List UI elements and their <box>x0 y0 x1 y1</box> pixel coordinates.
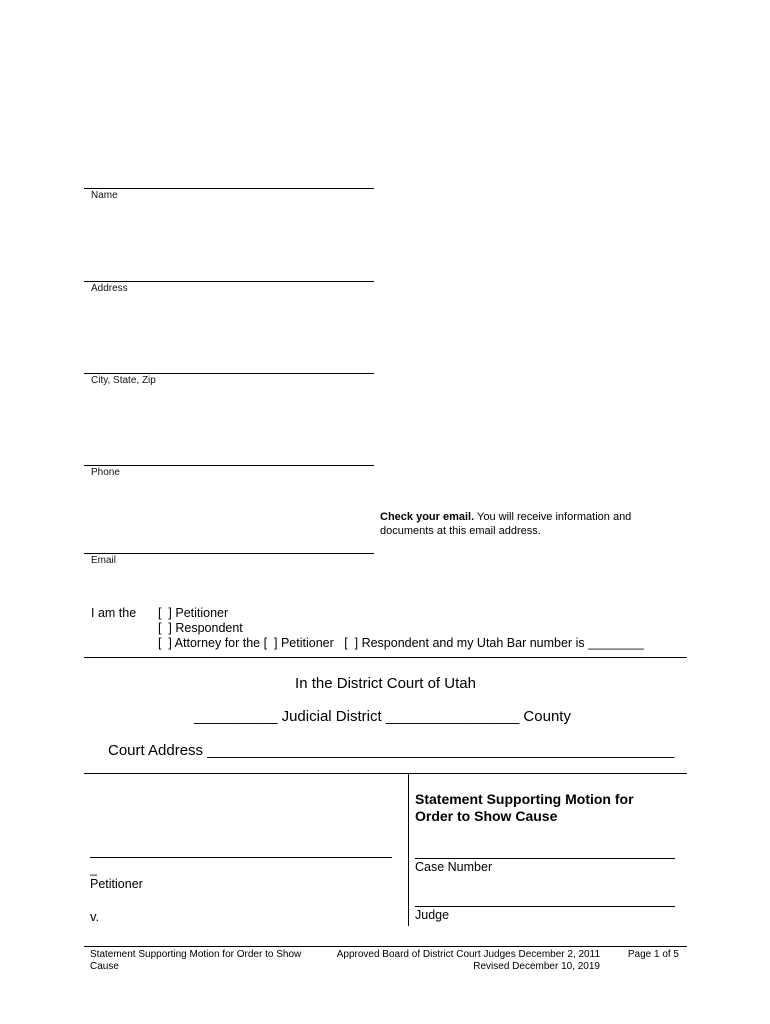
judge-label: Judge <box>415 908 450 922</box>
email-notice-text: You will receive information and documents at this email address. <box>380 511 632 537</box>
footer-form-title: Statement Supporting Motion for Order to Show Cause <box>90 949 302 972</box>
role-option-respondent[interactable]: [ ] Respondent <box>158 621 243 635</box>
address-label: Address <box>91 283 128 294</box>
email-notice <box>380 510 660 538</box>
caption-vertical-divider <box>408 773 409 926</box>
document-title: Statement Supporting Motion for Order to Show Cause <box>415 791 634 824</box>
district-county-line[interactable]: __________ Judicial District ________________ County <box>194 708 571 725</box>
name-line[interactable] <box>84 188 374 189</box>
case-number-label: Case Number <box>415 860 493 874</box>
role-prefix: I am the <box>91 606 137 620</box>
section-divider-top <box>84 657 687 658</box>
name-label: Name <box>91 190 118 201</box>
footer-divider <box>84 946 687 947</box>
petitioner-name-line[interactable] <box>90 857 392 858</box>
petitioner-underscore: _ <box>90 862 97 876</box>
city-state-zip-line[interactable] <box>84 373 374 374</box>
email-line[interactable] <box>84 553 374 554</box>
city-state-zip-label: City, State, Zip <box>91 375 156 386</box>
petitioner-label: Petitioner <box>90 877 143 891</box>
judge-line[interactable] <box>415 906 675 907</box>
court-address-line[interactable]: Court Address ________________________________________________________ <box>108 742 675 759</box>
phone-label: Phone <box>91 467 120 478</box>
phone-line[interactable] <box>84 465 374 466</box>
versus-label: v. <box>90 909 100 924</box>
address-line[interactable] <box>84 281 374 282</box>
role-option-petitioner[interactable]: [ ] Petitioner <box>158 606 229 620</box>
footer-approved: Approved Board of District Court Judges December 2, 2011 <box>336 949 600 960</box>
email-notice-bold: Check your email. <box>380 511 475 523</box>
case-number-line[interactable] <box>415 858 675 859</box>
role-option-attorney[interactable]: [ ] Attorney for the [ ] Petitioner [ ] Respondent and my Utah Bar number is ________ <box>158 636 644 650</box>
footer-revised: Revised December 10, 2019 <box>473 961 600 972</box>
footer-page-number: Page 1 of 5 <box>627 949 679 960</box>
caption-divider-top <box>84 773 687 774</box>
court-title: In the District Court of Utah <box>295 675 476 692</box>
email-label: Email <box>91 555 117 566</box>
